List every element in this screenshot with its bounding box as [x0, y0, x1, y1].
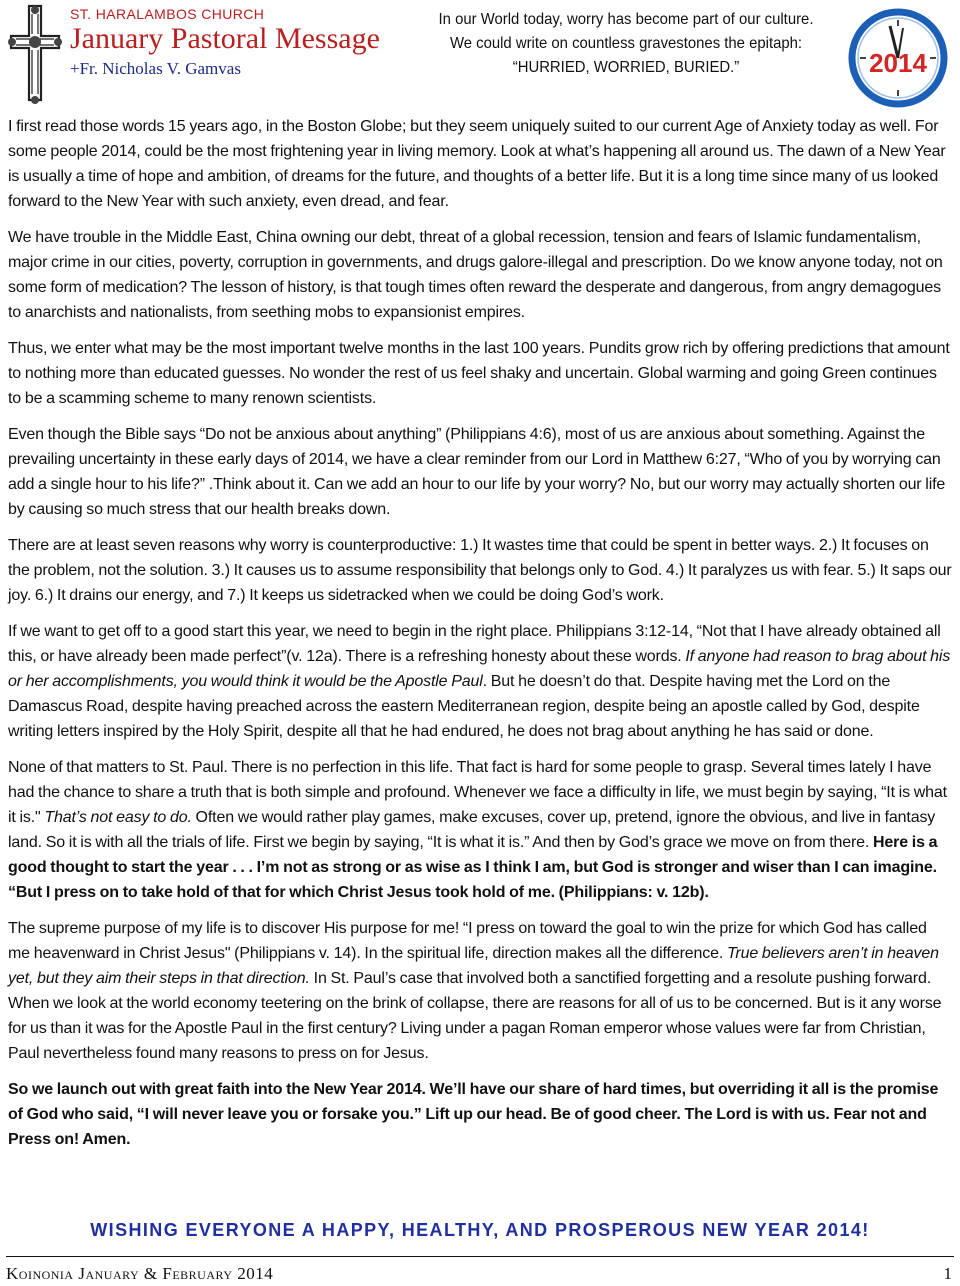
church-name: ST. HARALAMBOS CHURCH — [70, 6, 265, 22]
new-year-wish: WISHING EVERYONE A HAPPY, HEALTHY, AND PROSPEROUS NEW YEAR 2014! — [90, 1220, 870, 1240]
clock-2014-icon — [846, 4, 954, 112]
pastoral-message-body — [8, 114, 952, 1163]
paragraph — [8, 916, 952, 1066]
message-title: January Pastoral Message — [70, 22, 380, 55]
page-number: 1 — [943, 1264, 952, 1283]
paragraph — [8, 619, 952, 744]
paragraph-text: Often we would rather play games, make excuses, cover up, pretend, ignore the obvious, and live in fantasy land. So it is with all the trials of life. First we begin by saying, “It is what it is.” And then by God’s grace we move on from there. — [8, 809, 936, 851]
italic-text: If anyone had reason to brag about his or her accomplishments, you would think it would be the Apostle Paul — [8, 648, 951, 690]
masthead — [0, 0, 960, 108]
italic-text: That’s not easy to do. — [44, 809, 192, 826]
quote-line: “HURRIED, WORRIED, BURIED.” — [512, 59, 740, 76]
paragraph-text: If we want to get off to a good start this year, we need to begin in the right place. Philippians 3:12-14, “Not that I have already obtained all this, or have already been made perfect”(v. 12a). There is a refreshing honesty about these words. — [8, 623, 941, 665]
masthead-brand — [70, 6, 410, 80]
paragraph: Thus, we enter what may be the most important twelve months in the last 100 years. Pundits grow rich by offering predictions that amount to nothing more than educated guesses. No wonder the rest of us feel shaky and uncertain. Global warming and going Green continues to be a scamming scheme to many renown scientists. — [8, 340, 950, 407]
paragraph-text: In St. Paul’s case that involved both a sanctified forgetting and a resolute pushing forward. When we look at the world economy teetering on the brink of collapse, there are reasons for all of us to be concerned. But is it any worse for us than it was for the Apostle Paul in the first century? Living under a pagan Roman emperor whose values were far from Christian, Paul nevertheless found many reasons to press on for Jesus. — [8, 970, 942, 1062]
footer-divider — [6, 1256, 954, 1257]
paragraph: Even though the Bible says “Do not be anxious about anything” (Philippians 4:6), most of us are anxious about something. Against the prevailing uncertainty in these early days of 2014, we have a clear reminder from our Lord in Matthew 6:27, “Who of you by worrying can add a single hour to his life?” .Think about it. Can we add an hour to our life by your worry? No, but our worry may actually shorten our life by causing so much stress that our health breaks down. — [8, 426, 946, 518]
paragraph — [8, 755, 952, 905]
paragraph: There are at least seven reasons why worry is counterproductive: 1.) It wastes time that could be spent in better ways. 2.) It focuses on the problem, not the solution. 3.) It causes us to assume responsibility that belongs only to God. 4.) It paralyzes us with fear. 5.) It saps our joy. 6.) It drains our energy, and 7.) It keeps us sidetracked when we could be doing God’s work. — [8, 537, 952, 604]
epitaph-quote — [416, 8, 836, 80]
paragraph: We have trouble in the Middle East, China owning our debt, threat of a global recession, tension and fears of Islamic fundamentalism, major crime in our cities, poverty, corruption in governments, and drugs galore-illegal and prescription. Do we know anyone today, not on some form of medication? The lesson of history, is that tough times often reward the desperate and dangerous, from angry demagogues to anarchists and nationalists, from seething mobs to expansionist empires. — [8, 229, 943, 321]
paragraph: I first read those words 15 years ago, in the Boston Globe; but they seem uniquely suited to our current Age of Anxiety today as well. For some people 2014, could be the most frightening year in living memory. Look at what’s happening all around us. The dawn of a New Year is usually a time of hope and ambition, of dreams for the future, and thoughts of a better life. But it is a long time since many of us looked forward to the New Year with such anxiety, even dread, and fear. — [8, 118, 946, 210]
quote-line: We could write on countless gravestones the epitaph: — [449, 35, 803, 52]
italic-text: True believers aren’t in heaven yet, but they aim their steps in that direction. — [8, 945, 939, 987]
closing-paragraph: So we launch out with great faith into the New Year 2014. We’ll have our share of hard times, but overriding it all is the promise of God who said, “I will never leave you or forsake you.” Lift up our head. Be of good cheer. The Lord is with us. Fear not and Press on! Amen. — [8, 1081, 939, 1148]
footer-publication: Koinonia January & February 2014 — [6, 1264, 274, 1283]
orthodox-cross-icon — [6, 2, 64, 106]
paragraph-text: The supreme purpose of my life is to discover His purpose for me! “I press on toward the goal to win the prize for which God has called me heavenward in Christ Jesus" (Philippians v. 14). In the spiritual life, direction makes all the difference. — [8, 920, 927, 962]
quote-line: In our World today, worry has become part of our culture. — [438, 11, 814, 28]
paragraph-text: . But he doesn’t do that. Despite having met the Lord on the Damascus Road, despite having preached across the eastern Mediterranean region, despite being an apostle called by God, despite writing letters inspired by the Holy Spirit, despite all that he had endured, he does not brag about anything he has said or done. — [8, 673, 920, 740]
paragraph-text: None of that matters to St. Paul. There is no perfection in this life. That fact is hard for some people to grasp. Several times lately I have had the chance to share a truth that is both simple and profound. Whenever we face a difficulty in life, we must begin by saying, “It is what it is." — [8, 759, 947, 826]
clock-year-label: 2014 — [869, 48, 927, 78]
author-name: +Fr. Nicholas V. Gamvas — [70, 59, 241, 78]
bold-text: Here is a good thought to start the year . . . I’m not as strong or as wise as I think I am, but God is stronger and wiser than I can imagine. “But I press on to take hold of that for which Christ Jesus took hold of me. (Philippians: v. 12b). — [8, 834, 938, 901]
